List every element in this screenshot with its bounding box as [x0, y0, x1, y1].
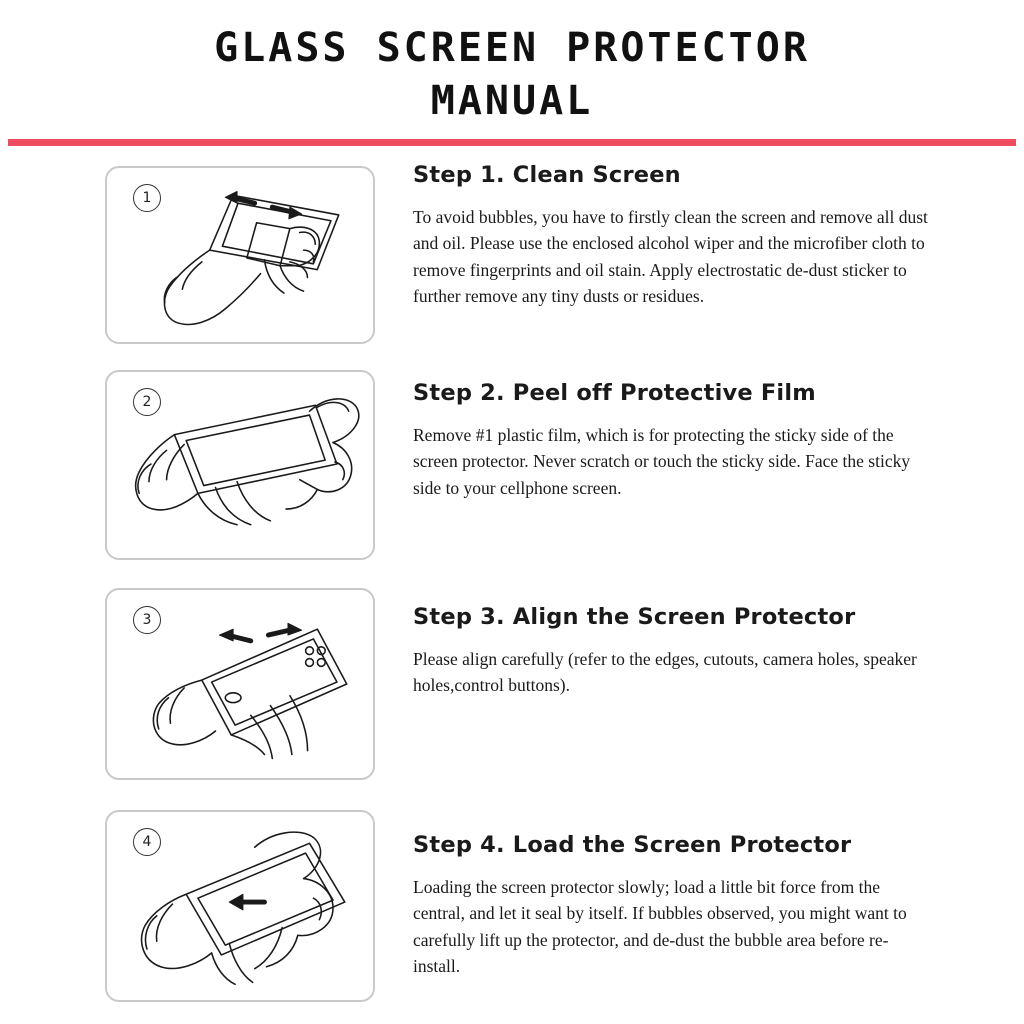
step-description: Please align carefully (refer to the edges, cutouts, camera holes, speaker holes,control buttons).	[413, 648, 917, 696]
step-figure	[105, 370, 377, 560]
step-item	[10, 158, 1014, 344]
step-number-badge: 3	[133, 606, 161, 634]
step-text	[377, 574, 1014, 699]
document-title	[0, 0, 1024, 130]
figure-frame-peel-film	[105, 370, 375, 560]
step-number-badge: 2	[133, 388, 161, 416]
accent-divider	[8, 139, 1016, 146]
step-number-badge: 1	[133, 184, 161, 212]
step-heading: Step 2. Peel off Protective Film	[413, 379, 816, 406]
step-heading: Step 3. Align the Screen Protector	[413, 603, 856, 630]
figure-frame-align-protector	[105, 588, 375, 780]
step-figure	[105, 588, 377, 780]
figure-frame-load-protector	[105, 810, 375, 1002]
step-item	[10, 794, 1014, 1002]
step-description: To avoid bubbles, you have to firstly clean the screen and remove all dust and oil. Please use the enclosed alcohol wiper and the microfiber cloth to remove fingerprints and oil stain. Apply electrostatic de-dust sticker to further remove any tiny dusts or residues.	[413, 206, 928, 307]
step-text	[377, 794, 1014, 980]
step-item	[10, 358, 1014, 560]
step-description: Remove #1 plastic film, which is for protecting the sticky side of the screen protector. Never scratch or touch the sticky side. Face the sticky side to your cellphone screen.	[413, 424, 911, 498]
step-item	[10, 574, 1014, 780]
step-number-badge: 4	[133, 828, 161, 856]
step-heading: Step 4. Load the Screen Protector	[413, 831, 852, 858]
step-figure	[105, 810, 377, 1002]
steps-list	[0, 146, 1024, 1002]
step-heading: Step 1. Clean Screen	[413, 161, 681, 188]
figure-frame-clean-screen	[105, 166, 375, 344]
title-line-secondary: MANUAL	[430, 77, 594, 124]
step-text	[377, 358, 1014, 502]
title-line-primary: GLASS SCREEN PROTECTOR	[214, 25, 810, 71]
step-text	[377, 158, 1014, 310]
step-description: Loading the screen protector slowly; load a little bit force from the central, and let it seal by itself. If bubbles observed, you might want to carefully lift up the protector, and de-dust the bubble area before re-install.	[413, 876, 907, 977]
step-figure	[105, 166, 377, 344]
